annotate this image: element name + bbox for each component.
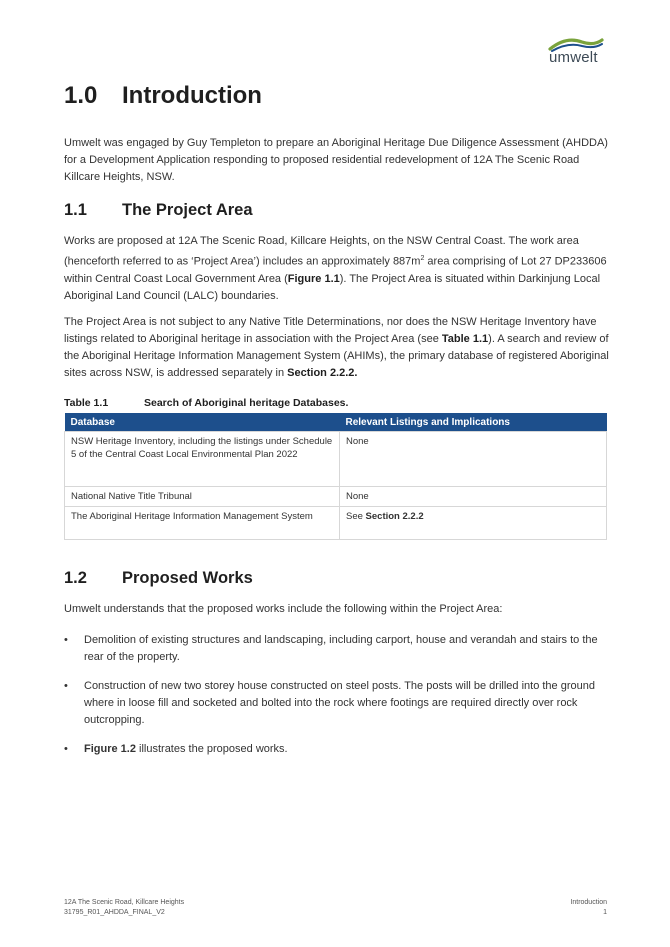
text-run: ). The Project Area is situated within Darkinjung Local Aboriginal Land Council (LALC) boundaries.: [64, 272, 601, 302]
text-run: ). A search and review of the Aboriginal Heritage Information Management System (AHIMs), the primary database of registered Aboriginal sites across NSW, is addressed separately in: [64, 333, 609, 379]
table-title: Search of Aboriginal heritage Databases.: [144, 397, 349, 409]
text-run: area comprising of Lot 27 DP233606 within Central Coast Local Government Area (: [64, 255, 607, 285]
section-number: 1.1: [64, 201, 87, 219]
table-number: Table 1.1: [64, 397, 109, 409]
list-item: [64, 632, 612, 666]
section-title: Proposed Works: [122, 569, 253, 587]
text-run: Works are proposed at 12A The Scenic Road, Killcare Heights, on the NSW Central Coast. The work area (henceforth referred to as ‘Project Area’) includes an approximately 887m: [64, 235, 579, 268]
table-cell-implication: [340, 507, 607, 540]
table-row: [65, 487, 607, 507]
footer-right: [570, 898, 607, 918]
heading-title: Introduction: [122, 82, 262, 109]
implication-text: None: [346, 491, 369, 502]
footer-section-name: Introduction: [570, 899, 607, 906]
table-row: [65, 507, 607, 540]
section-reference: Section 2.2.2.: [287, 367, 358, 379]
footer-document-id: 31795_R01_AHDDA_FINAL_V2: [64, 909, 165, 916]
list-item: [64, 741, 612, 758]
bullet-icon: •: [64, 680, 68, 692]
page-title: [64, 82, 262, 110]
heritage-databases-table: [64, 413, 607, 540]
table-cell-database: The Aboriginal Heritage Information Management System: [65, 507, 340, 540]
table-header-row: [65, 413, 607, 432]
item-text: illustrates the proposed works.: [135, 743, 288, 755]
table-cell-database: National Native Title Tribunal: [65, 487, 340, 507]
project-area-paragraph-1: [64, 233, 612, 305]
item-reference: Figure 1.2: [84, 743, 136, 755]
implication-text: None: [346, 436, 369, 447]
table-cell-implication: [340, 432, 607, 487]
table-row: [65, 432, 607, 487]
proposed-works-list: [64, 632, 612, 770]
section-title: The Project Area: [122, 201, 253, 219]
column-header-database: Database: [65, 413, 340, 432]
item-text: Demolition of existing structures and landscaping, including carport, house and verandah and stairs to the rear of the property.: [84, 634, 598, 663]
bullet-icon: •: [64, 634, 68, 646]
section-heading-project-area: [64, 201, 253, 220]
section-number: 1.2: [64, 569, 87, 587]
superscript: 2: [420, 255, 425, 262]
footer-project-name: 12A The Scenic Road, Killcare Heights: [64, 899, 185, 906]
item-text: Construction of new two storey house constructed on steel posts. The posts will be drilled into the ground where in loose fill and socketed and bolted into the rock where footings are required directly over rock outcropping.: [84, 680, 595, 726]
section-heading-proposed-works: [64, 569, 253, 588]
heading-number: 1.0: [64, 82, 98, 109]
page-number: 1: [603, 909, 607, 916]
proposed-works-intro: Umwelt understands that the proposed works include the following within the Project Area:: [64, 603, 503, 615]
logo-text: umwelt: [549, 49, 598, 66]
column-header-implications: Relevant Listings and Implications: [340, 413, 607, 432]
intro-paragraph: Umwelt was engaged by Guy Templeton to prepare an Aboriginal Heritage Due Diligence Assessment (AHDDA) for a Development Application responding to proposed residential redevelopment of 12A The Scenic Road Killcare Heights, NSW.: [64, 137, 608, 183]
implication-reference: Section 2.2.2: [365, 511, 424, 522]
table-reference: Table 1.1: [441, 333, 489, 345]
project-area-paragraph-2: [64, 314, 612, 382]
figure-reference: Figure 1.1: [287, 272, 340, 285]
implication-text: See: [346, 511, 366, 522]
list-item: [64, 678, 612, 729]
table-cell-database: NSW Heritage Inventory, including the listings under Schedule 5 of the Central Coast Local Environmental Plan 2022: [65, 432, 340, 487]
table-caption: [64, 397, 348, 409]
table-cell-implication: [340, 487, 607, 507]
bullet-icon: •: [64, 743, 68, 755]
footer-left: [64, 898, 184, 918]
umwelt-logo: [540, 34, 610, 68]
text-run: The Project Area is not subject to any Native Title Determinations, nor does the NSW Heritage Inventory have listings related to Aboriginal heritage in association with the Project Area (see: [64, 316, 597, 345]
